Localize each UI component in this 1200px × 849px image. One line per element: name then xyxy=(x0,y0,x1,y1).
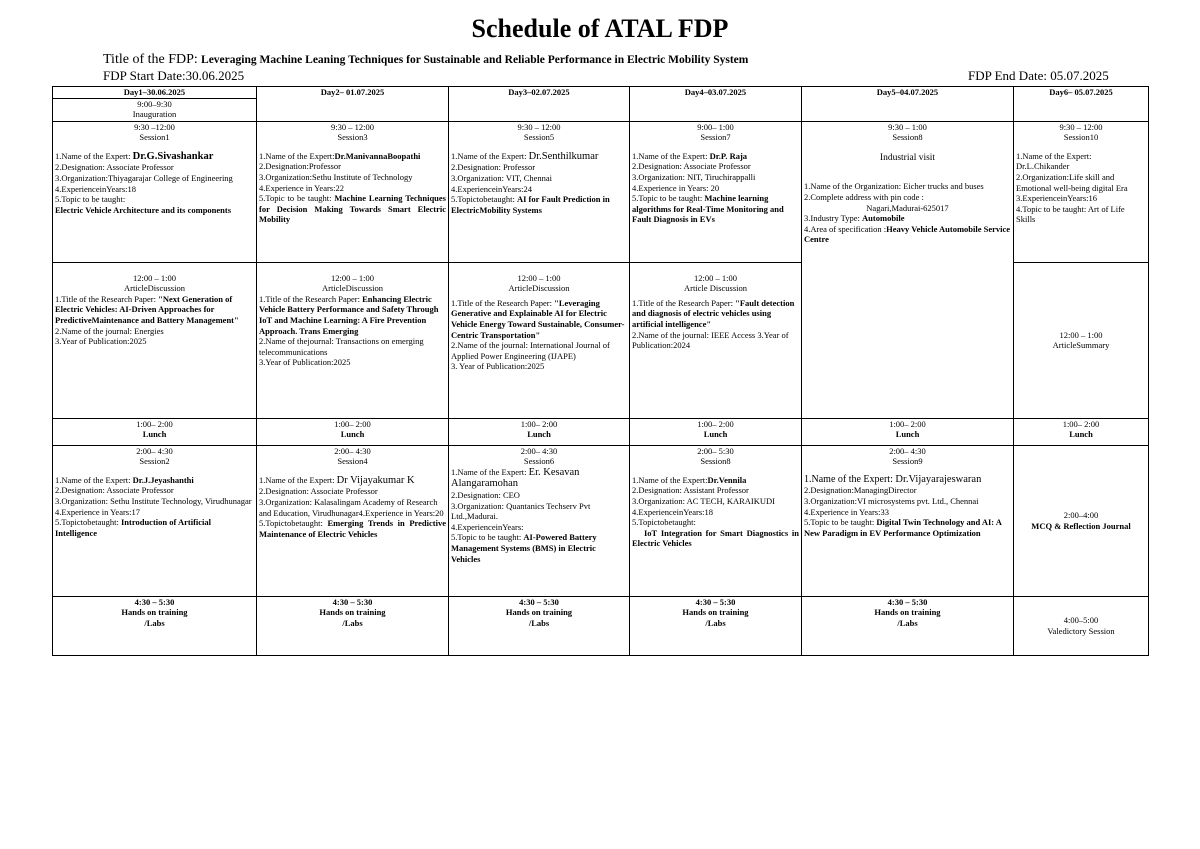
labs-subtitle: /Labs xyxy=(897,617,918,628)
inauguration-label: Inauguration xyxy=(132,109,177,120)
article-cell xyxy=(53,262,257,418)
organization: 3.Organization: Quantanics Techserv Pvt Ltd.,Madurai. xyxy=(451,500,591,522)
organization: 3.Organization: AC TECH, KARAIKUDI xyxy=(632,495,775,506)
experience: 3.ExperienceinYears:16 xyxy=(1016,193,1098,204)
day-header-row xyxy=(53,87,1149,99)
article-cell xyxy=(630,262,802,418)
paper-title: "Fault detection and diagnosis of electric vehicles using artificial intelligence" xyxy=(632,297,795,329)
lunch-time: 1:00– 2:00 xyxy=(1062,418,1100,429)
topic: AI for Fault Prediction in ElectricMobility Systems xyxy=(451,194,610,215)
expert-label: 1.Name of the Expert: xyxy=(55,150,131,161)
lunch-label: Lunch xyxy=(703,429,728,440)
session-cell xyxy=(802,445,1014,596)
topic-label: 5.Topic to be taught: xyxy=(632,193,703,204)
area-value: Heavy Vehicle Automobile Service Centre xyxy=(804,223,1011,245)
expert-label: 1.Name of the Expert: xyxy=(259,150,335,161)
organization: 3.Organization: Kalasalingam Academy of Research and Education, Virudhunagar4.Experience in Years:20 xyxy=(259,496,444,518)
industrial-visit-cell xyxy=(802,121,1014,418)
page-title: Schedule of ATAL FDP xyxy=(471,14,729,43)
session-label: Session1 xyxy=(139,132,170,143)
fdp-title-line xyxy=(103,51,748,68)
session-time: 2:00– 4:30 xyxy=(334,445,371,456)
labs-title: Hands on training xyxy=(121,607,188,618)
paper-title: Enhancing Electric Vehicle Battery Performance and Safety Through IoT and Machine Learning: A Fire Prevention Approach. Trans Emerging xyxy=(259,293,439,336)
experience: 4.Experience in Years:17 xyxy=(55,506,140,517)
expert-name: Dr.Vijayarajeswaran xyxy=(895,473,982,485)
session-label: Session3 xyxy=(337,132,368,143)
labs-subtitle: /Labs xyxy=(342,617,363,628)
labs-row xyxy=(53,596,1149,655)
labs-title: Hands on training xyxy=(319,607,386,618)
designation: 2.Designation: CEO xyxy=(451,489,520,500)
labs-subtitle: /Labs xyxy=(144,617,165,628)
topic-label: 5.Topictobetaught: xyxy=(55,517,119,528)
afternoon-session-row xyxy=(53,445,1149,596)
valedictory-time: 4:00–5:00 xyxy=(1063,615,1099,625)
end-date-value: 05.07.2025 xyxy=(1050,68,1109,83)
organization-name: 1.Name of the Organization: Eicher trucks and buses xyxy=(804,181,984,192)
experience: 4.Experience in Years: 20 xyxy=(632,182,720,193)
topic: Machine Learning Techniques for Decision Making Towards Smart Electric Mobility xyxy=(259,193,446,225)
article-label: Article Discussion xyxy=(683,283,748,294)
labs-cell xyxy=(449,596,630,655)
designation: 2.Designation:Professor xyxy=(259,161,341,172)
lunch-row xyxy=(53,418,1149,445)
session-time: 2:00– 4:30 xyxy=(889,445,926,456)
start-date-value: 30.06.2025 xyxy=(185,68,245,83)
session-cell xyxy=(257,445,449,596)
article-label: ArticleDiscussion xyxy=(322,283,383,294)
mcq-label: MCQ & Reflection Journal xyxy=(1031,520,1131,531)
expert-name: Er. Kesavan Alangaramohan xyxy=(451,466,580,490)
start-date-label: FDP Start Date: xyxy=(103,68,186,83)
article-time: 12:00 – 1:00 xyxy=(517,272,561,283)
labs-subtitle: /Labs xyxy=(705,617,726,628)
topic-label: 5.Topictobetaught: xyxy=(259,518,323,529)
session-label: Session8 xyxy=(892,132,923,143)
topic: Introduction of Artificial Intelligence xyxy=(55,517,212,538)
lunch-cell xyxy=(449,418,630,445)
schedule-table xyxy=(52,86,1149,656)
summary-time: 12:00 – 1:00 xyxy=(1059,329,1103,340)
paper-label: 1.Title of the Research Paper: xyxy=(632,297,733,308)
session-cell xyxy=(1014,121,1149,262)
expert-name: Dr.Vennila xyxy=(707,474,747,485)
lunch-time: 1:00– 2:00 xyxy=(334,418,371,429)
topic-label: 5.Topictobetaught: xyxy=(451,194,515,205)
area-label: 4.Area of specification : xyxy=(804,223,887,234)
lunch-cell xyxy=(1014,418,1149,445)
valedictory-label: Valedictory Session xyxy=(1047,625,1115,636)
session-cell xyxy=(449,121,630,262)
experience: 4.ExperienceinYears:18 xyxy=(632,506,714,517)
session-cell xyxy=(630,445,802,596)
expert-name: Dr.J.Jeyashanthi xyxy=(132,474,194,485)
article-cell xyxy=(257,262,449,418)
labs-time: 4:30 – 5:30 xyxy=(887,596,928,607)
session-time: 2:00– 4:30 xyxy=(520,445,558,456)
labs-time: 4:30 – 5:30 xyxy=(695,596,736,607)
session-label: Session6 xyxy=(523,456,555,467)
article-cell xyxy=(449,262,630,418)
day-header: Day5–04.07.2025 xyxy=(802,87,1014,122)
labs-time: 4:30 – 5:30 xyxy=(332,596,373,607)
topic-label: 5.Topic to be taught: xyxy=(55,194,126,205)
topic: Emerging Trends in Predictive Maintenance of Electric Vehicles xyxy=(259,518,446,539)
expert-name: Dr.ManivannaBoopathi xyxy=(334,150,421,161)
labs-cell xyxy=(630,596,802,655)
expert-label: 1.Name of the Expert: xyxy=(632,474,708,485)
session-label: Session8 xyxy=(700,456,731,467)
organization: 3.Organization: NIT, Tiruchirappalli xyxy=(632,171,756,182)
expert-label: 1.Name of the Expert: xyxy=(55,474,131,485)
journal-name: 2.Name of the journal: International Journal of Applied Power Engineering (IJAPE) xyxy=(451,340,610,361)
lunch-cell xyxy=(802,418,1014,445)
designation: 2.Designation: Associate Professor xyxy=(55,485,174,496)
labs-time: 4:30 – 5:30 xyxy=(519,596,559,607)
paper-title: "Leveraging Generative and Explainable AI for Electric Vehicle Energy Toward Sustainable, Consumer-Centric Transportation" xyxy=(451,297,625,340)
experience: 4.ExperienceinYears:18 xyxy=(55,183,137,194)
experience: 4.ExperienceinYears: xyxy=(451,521,524,532)
lunch-label: Lunch xyxy=(527,429,551,440)
expert-name: Dr.Senthilkumar xyxy=(528,150,599,162)
lunch-time: 1:00– 2:00 xyxy=(889,418,926,429)
topic-label: 5.Topic to be taught: xyxy=(451,532,522,543)
designation: 2.Designation:ManagingDirector xyxy=(804,485,917,496)
session-label: Session5 xyxy=(523,132,555,143)
labs-title: Hands on training xyxy=(505,607,573,618)
session-time: 9:30 – 12:00 xyxy=(1059,121,1103,132)
industry-type: Automobile xyxy=(862,213,905,224)
topic: Machine learning algorithms for Real-Time Monitoring and Fault Diagnosis in EVs xyxy=(632,193,784,225)
day-header: Day4–03.07.2025 xyxy=(630,87,802,122)
journal-name: 2.Name of the journal: Energies xyxy=(55,325,164,336)
end-date-label: FDP End Date: xyxy=(968,68,1047,83)
expert-name: Dr Vijayakumar K xyxy=(336,474,415,486)
organization: 3.Organization:VI microsystems pvt. Ltd., Chennai xyxy=(804,495,979,506)
fdp-title-label: Title of the FDP: xyxy=(103,52,198,67)
day-header: Day6– 05.07.2025 xyxy=(1014,87,1149,122)
designation: 2.Designation: Associate Professor xyxy=(632,161,751,172)
topic: Digital Twin Technology and AI: A New Paradigm in EV Performance Optimization xyxy=(804,517,1002,538)
session-time: 9:30 –12:00 xyxy=(134,121,175,132)
address-label: 2.Complete address with pin code : xyxy=(804,191,924,202)
session-cell xyxy=(53,121,257,262)
article-time: 12:00 – 1:00 xyxy=(133,272,176,283)
expert-label: 1.Name of the Expert: xyxy=(632,150,708,161)
labs-title: Hands on training xyxy=(874,607,941,618)
designation: 2.Designation: Professor xyxy=(451,162,536,173)
industrial-visit-label: Industrial visit xyxy=(879,152,936,163)
organization: 3.Organization:Sethu Institute of Technology xyxy=(259,171,413,182)
summary-label: ArticleSummary xyxy=(1052,340,1110,351)
expert-label: 1.Name of the Expert: xyxy=(451,466,527,477)
session-cell xyxy=(449,445,630,596)
publication-year: 3.Year of Publication:2025 xyxy=(55,336,147,347)
paper-label: 1.Title of the Research Paper: xyxy=(259,293,360,304)
session-label: Session4 xyxy=(337,456,368,467)
organization: 3.Organization: Sethu Institute Technology, Virudhunagar xyxy=(55,495,252,506)
mcq-cell xyxy=(1014,445,1149,596)
fdp-title-value: Leveraging Machine Leaning Techniques for Sustainable and Reliable Performance in Electric Mobility System xyxy=(201,54,749,66)
inauguration-time: 9:00–9:30 xyxy=(137,98,172,109)
expert-name: Dr.G.Sivashankar xyxy=(132,150,214,162)
expert-label: 1.Name of the Expert: Dr.L.Chikander xyxy=(1016,150,1092,172)
session-cell xyxy=(630,121,802,262)
expert-name: Dr.P. Raja xyxy=(709,150,748,161)
session-cell xyxy=(257,121,449,262)
lunch-time: 1:00– 2:00 xyxy=(520,418,558,429)
article-time: 12:00 – 1:00 xyxy=(694,272,737,283)
organization: 2.Organization:Life skill and Emotional well-being digital Era xyxy=(1016,171,1128,193)
journal-name: 2.Name of thejournal: Transactions on emerging telecommunications xyxy=(259,336,424,357)
publication-year: 3.Year of Publication:2025 xyxy=(259,357,351,368)
expert-label: 1.Name of the Expert: xyxy=(259,474,335,485)
labs-cell xyxy=(257,596,449,655)
designation: 2.Designation: Associate Professor xyxy=(55,162,174,173)
labs-title: Hands on training xyxy=(682,607,749,618)
session-time: 2:00– 4:30 xyxy=(136,445,173,456)
address-value: Nagari,Madurai-625017 xyxy=(866,202,949,213)
session-label: Session7 xyxy=(700,132,731,143)
designation: 2.Designation: Associate Professor xyxy=(259,486,378,497)
topic-label: 5.Topictobetaught: xyxy=(632,517,696,528)
paper-title: "Next Generation of Electric Vehicles: AI-Driven Approaches for PredictiveMaintenance and Battery Management" xyxy=(55,293,239,325)
experience: 4.Experience in Years:33 xyxy=(804,506,889,517)
lunch-label: Lunch xyxy=(895,429,920,440)
session-time: 2:00– 5:30 xyxy=(697,445,734,456)
article-label: ArticleDiscussion xyxy=(508,283,570,294)
paper-label: 1.Title of the Research Paper: xyxy=(451,297,552,308)
session-label: Session2 xyxy=(139,456,170,467)
article-summary-cell xyxy=(1014,262,1149,418)
topic: 4.Topic to be taught: Art of Life Skills xyxy=(1016,203,1125,225)
day-header: Day2– 01.07.2025 xyxy=(257,87,449,122)
lunch-time: 1:00– 2:00 xyxy=(136,418,173,429)
lunch-cell xyxy=(53,418,257,445)
fdp-start-date xyxy=(103,68,244,84)
organization: 3.Organization: VIT, Chennai xyxy=(451,172,553,183)
industry-label: 3.Industry Type: xyxy=(804,213,860,224)
topic-label: 5.Topic to be taught: xyxy=(259,193,332,204)
lunch-label: Lunch xyxy=(1069,429,1093,440)
labs-time: 4:30 – 5:30 xyxy=(134,596,175,607)
lunch-cell xyxy=(630,418,802,445)
journal-name: 2.Name of the journal: IEEE Access 3.Year of Publication:2024 xyxy=(632,329,789,351)
session-cell xyxy=(53,445,257,596)
experience: 4.ExperienceinYears:24 xyxy=(451,183,533,194)
lunch-time: 1:00– 2:00 xyxy=(697,418,734,429)
lunch-cell xyxy=(257,418,449,445)
session-label: Session9 xyxy=(892,456,923,467)
inauguration-cell xyxy=(53,98,257,121)
mcq-time: 2:00–4:00 xyxy=(1063,510,1099,520)
topic: Electric Vehicle Architecture and its components xyxy=(55,204,232,215)
publication-year: 3. Year of Publication:2025 xyxy=(451,361,545,372)
topic: IoT Integration for Smart Diagnostics in Electric Vehicles xyxy=(632,527,799,549)
lunch-label: Lunch xyxy=(340,429,365,440)
day-header: Day3–02.07.2025 xyxy=(449,87,630,122)
morning-session-row xyxy=(53,121,1149,262)
day-header: Day1–30.06.2025 xyxy=(53,87,257,99)
paper-label: 1.Title of the Research Paper: xyxy=(55,293,156,304)
topic: AI-Powered Battery Management Systems (BMS) in Electric Vehicles xyxy=(451,532,597,564)
session-time: 9:30 – 12:00 xyxy=(331,121,374,132)
fdp-end-date xyxy=(968,68,1109,84)
topic-label: 5.Topic to be taught: xyxy=(804,517,875,528)
valedictory-cell xyxy=(1014,596,1149,655)
organization: 3.Organization:Thiyagarajar College of Engineering xyxy=(55,172,233,183)
article-label: ArticleDiscussion xyxy=(124,283,185,294)
designation: 2.Designation: Assistant Professor xyxy=(632,485,749,496)
labs-subtitle: /Labs xyxy=(528,617,550,628)
expert-label: 1.Name of the Expert: xyxy=(804,473,893,485)
session-time: 9:00– 1:00 xyxy=(697,121,734,132)
session-label: Session10 xyxy=(1063,132,1099,143)
labs-cell xyxy=(802,596,1014,655)
expert-label: 1.Name of the Expert: xyxy=(451,150,527,161)
lunch-label: Lunch xyxy=(142,429,167,440)
experience: 4.Experience in Years:22 xyxy=(259,182,344,193)
labs-cell xyxy=(53,596,257,655)
session-time: 9:30 – 12:00 xyxy=(517,121,561,132)
session-time: 9:30 – 1:00 xyxy=(888,121,927,132)
article-time: 12:00 – 1:00 xyxy=(331,272,374,283)
